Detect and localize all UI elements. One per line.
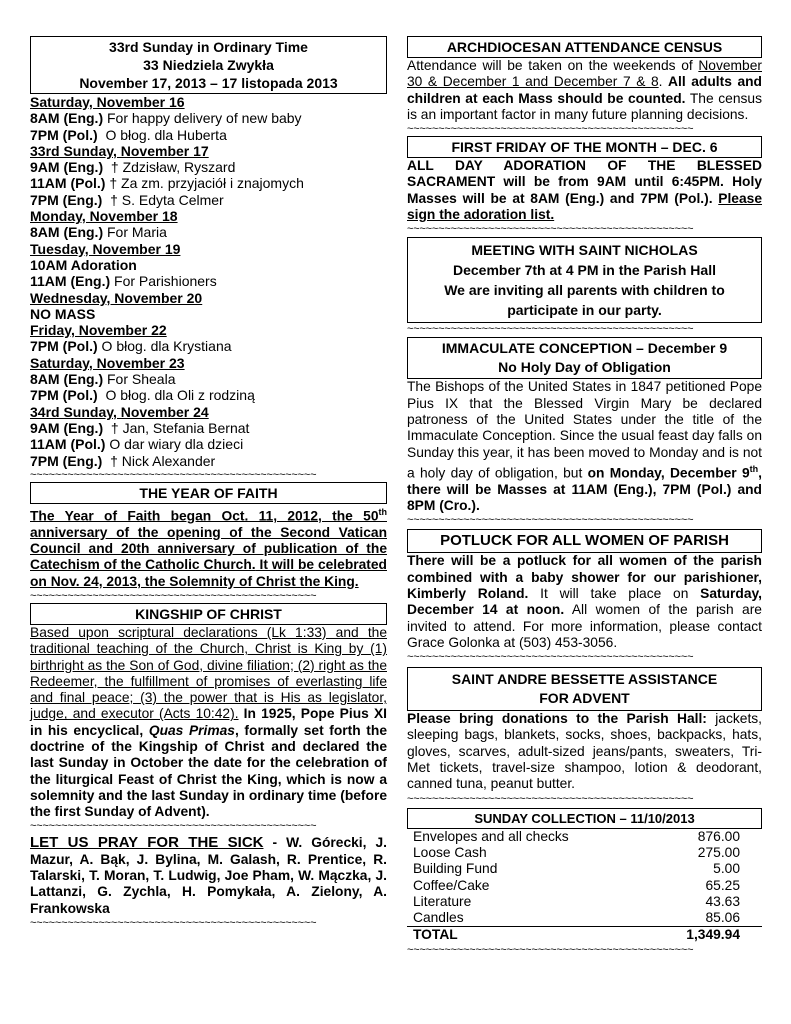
collection-amount: 43.63 [705, 893, 740, 909]
schedule-day: 34rd Sunday, November 24 [30, 403, 209, 420]
collection-amount: 275.00 [697, 844, 740, 860]
mass-entry [30, 420, 387, 436]
potluck-text: There will be a potluck for all women of the parish combined with a baby shower for our parishioner, Kimberly Roland. It will take place on Saturday, December 14 at noon. All women of the parish are invited to attend. For more information, please contact Grace Golonka at (503) 453-3056. [407, 553, 763, 650]
mass-time: 11AM (Pol.) [30, 175, 106, 192]
mass-time: 8AM (Eng.) [30, 371, 104, 388]
collection-amount: 65.25 [705, 877, 740, 893]
collection-label: Envelopes and all checks [413, 828, 569, 844]
mass-time: 7PM (Pol.) [30, 338, 98, 355]
collection-row [407, 894, 762, 910]
mass-schedule [30, 94, 387, 469]
mass-time: 11AM (Eng.) [30, 273, 111, 290]
schedule-day: Friday, November 22 [30, 322, 167, 339]
prayer-for-sick: LET US PRAY FOR THE SICK - W. Górecki, J. Mazur, A. Bąk, J. Bylina, M. Galash, R. Prentice, R. Talarski, T. Moran, T. Ludwig, Joe Pham, W. Mączka, J. Lattanzi, G. Zychla, H. Pomykała, A. Zielony, A. Frankowska [30, 834, 387, 916]
mass-intention: For Sheala [103, 371, 176, 388]
collection-title: SUNDAY COLLECTION – 11/10/2013 [407, 808, 762, 829]
kingship-text: Based upon scriptural declarations (Lk 1:33) and the traditional teaching of the Church, Christ is King by (1) birthright as the Son of God, divine filiation; (2) right as the Redeemer, the fulfillment of promises of everlasting life and final peace; (3) the power that is His as legislator, judge, and executor (Acts 10:42). In 1925, Pope Pius XI in his encyclical, Quas Primas, formally set forth the doctrine of the Kingship of Christ and declared the last Sunday in October the date for the celebration of the liturgical Feast of Christ the King, which is now a solemnity and the last Sunday in ordinary time (before the first Sunday of Advent). [30, 624, 387, 820]
saint-nicholas-title: MEETING WITH SAINT NICHOLAS [471, 242, 698, 259]
collection-row [407, 845, 762, 861]
mass-intention: O błog. dla Oli z rodziną [97, 387, 255, 404]
schedule-day: 33rd Sunday, November 17 [30, 142, 209, 159]
mass-time: 8AM (Eng.) [30, 110, 104, 127]
bessette-box [407, 667, 762, 711]
mass-intention: † Nick Alexander [102, 452, 216, 469]
collection-label: Literature [413, 893, 472, 909]
schedule-day: Monday, November 18 [30, 208, 178, 225]
kingship-title: KINGSHIP OF CHRIST [30, 603, 387, 625]
mass-time: 7PM (Pol.) [30, 126, 98, 143]
mass-time: 10AM Adoration [30, 256, 137, 273]
mass-intention: For Maria [103, 224, 167, 241]
left-column [30, 36, 387, 929]
saint-nicholas-box [407, 237, 762, 323]
divider: ~~~~~~~~~~~~~~~~~~~~~~~~~~~~~~~~~~~~~~~~~~~~~~ [30, 820, 317, 833]
divider: ~~~~~~~~~~~~~~~~~~~~~~~~~~~~~~~~~~~~~~~~~~~~~~ [407, 123, 694, 136]
header-title: 33rd Sunday in Ordinary Time [109, 39, 308, 55]
bessette-title: SAINT ANDRE BESSETTE ASSISTANCE [451, 671, 718, 688]
mass-intention: † S. Edyta Celmer [102, 191, 224, 208]
divider: ~~~~~~~~~~~~~~~~~~~~~~~~~~~~~~~~~~~~~~~~~~~~~~ [30, 916, 317, 929]
first-friday-text: ALL DAY ADORATION OF THE BLESSED SACRAMENT will be from 9AM until 6:45PM. Holy Masses will be at 8AM (Eng.) and 7PM (Pol.). Please sign the adoration list. [407, 158, 762, 223]
mass-intention: † Jan, Stefania Bernat [103, 419, 250, 436]
mass-entry [30, 453, 387, 469]
mass-entry [30, 224, 387, 240]
mass-time: 7PM (Pol.) [30, 387, 98, 404]
mass-entry [30, 306, 387, 322]
collection-label: Coffee/Cake [413, 877, 490, 893]
collection-amount: 5.00 [713, 861, 740, 877]
header-date: November 17, 2013 – 17 listopada 2013 [79, 75, 338, 91]
bulletin-header [30, 36, 387, 94]
saint-nicholas-invite: We are inviting all parents with children to participate in our party. [444, 282, 725, 319]
immaculate-subtitle: No Holy Day of Obligation [498, 359, 671, 376]
collection-label: Loose Cash [413, 844, 487, 860]
mass-intention: † Zdzisław, Ryszard [103, 159, 236, 176]
collection-total-label: TOTAL [413, 927, 458, 943]
mass-entry [30, 257, 387, 273]
divider: ~~~~~~~~~~~~~~~~~~~~~~~~~~~~~~~~~~~~~~~~~~~~~~ [407, 792, 694, 805]
mass-entry [30, 436, 387, 452]
mass-entry [30, 192, 387, 208]
mass-intention: O dar wiary dla dzieci [105, 436, 244, 453]
schedule-day: Tuesday, November 19 [30, 240, 181, 257]
right-column [407, 36, 762, 956]
collection-amount: 876.00 [697, 828, 740, 844]
collection-total-row [407, 927, 762, 944]
collection-label: Building Fund [413, 861, 498, 877]
collection-amount: 85.06 [653, 910, 762, 927]
immaculate-title: IMMACULATE CONCEPTION – December 9 [441, 340, 728, 357]
mass-entry [30, 127, 387, 143]
schedule-day: Wednesday, November 20 [30, 289, 203, 306]
mass-intention: O błog. dla Krystiana [97, 338, 232, 355]
collection-table [407, 829, 762, 944]
mass-time: 7PM (Eng.) [30, 452, 103, 469]
saint-nicholas-date: December 7th at 4 PM in the Parish Hall [453, 262, 716, 279]
mass-entry [30, 159, 387, 175]
year-of-faith-title: THE YEAR OF FAITH [30, 482, 387, 504]
bessette-text: Please bring donations to the Parish Hall: jackets, sleeping bags, blankets, socks, shoes, backpacks, hats, gloves, scarves, adult-sized jeans/pants, sweaters, Tri-Met tickets, travel-size shampoo, lotion & deodorant, canned tuna, peanut butter. [407, 711, 763, 792]
schedule-day: Saturday, November 23 [30, 354, 185, 371]
mass-entry [30, 110, 387, 126]
collection-row [407, 878, 762, 894]
year-of-faith-text: The Year of Faith began Oct. 11, 2012, the 50th anniversary of the opening of the Second Vatican Council and 20th anniversary of publication of the Catechism of the Catholic Church. It will be celebrated on Nov. 24, 2013, the Solemnity of Christ the King. [30, 506, 387, 589]
first-friday-title: FIRST FRIDAY OF THE MONTH – DEC. 6 [407, 136, 762, 158]
mass-entry [30, 273, 387, 289]
schedule-day: Saturday, November 16 [30, 94, 185, 110]
collection-row [407, 861, 762, 877]
divider: ~~~~~~~~~~~~~~~~~~~~~~~~~~~~~~~~~~~~~~~~~~~~~~ [407, 223, 694, 236]
collection-row [407, 910, 762, 927]
census-text: Attendance will be taken on the weekends of November 30 & December 1 and December 7 & 8. All adults and children at each Mass should be counted. The census is an important factor in many future planning decisions. [407, 58, 763, 122]
mass-time: 8AM (Eng.) [30, 224, 104, 241]
mass-intention: O błog. dla Huberta [97, 126, 227, 143]
collection-total-amount: 1,349.94 [686, 927, 740, 943]
mass-time: 7PM (Eng.) [30, 191, 103, 208]
immaculate-box [407, 337, 762, 379]
mass-intention: For happy delivery of new baby [103, 110, 302, 127]
census-title: ARCHDIOCESAN ATTENDANCE CENSUS [407, 36, 762, 58]
bessette-subtitle: FOR ADVENT [539, 690, 630, 707]
mass-time: 9AM (Eng.) [30, 419, 104, 436]
mass-entry [30, 338, 387, 354]
header-title-polish: 33 Niedziela Zwykła [143, 57, 274, 73]
mass-entry [30, 371, 387, 387]
mass-entry [30, 175, 387, 191]
divider: ~~~~~~~~~~~~~~~~~~~~~~~~~~~~~~~~~~~~~~~~~~~~~~ [407, 943, 694, 956]
mass-time: NO MASS [30, 305, 96, 322]
divider: ~~~~~~~~~~~~~~~~~~~~~~~~~~~~~~~~~~~~~~~~~~~~~~ [407, 651, 694, 664]
divider: ~~~~~~~~~~~~~~~~~~~~~~~~~~~~~~~~~~~~~~~~~~~~~~ [407, 323, 694, 336]
potluck-title: POTLUCK FOR ALL WOMEN OF PARISH [407, 529, 762, 553]
immaculate-text: The Bishops of the United States in 1847 petitioned Pope Pius IX that the Blessed Virgin Mary be declared patroness of the United States under the title of the Immaculate Conception. Since the usual feast day falls on Sunday this year, it has been moved to Monday and is not a holy day of obligation, but on Monday, December 9th, there will be Masses at 11AM (Eng.), 7PM (Pol.) and 8PM (Cro.). [407, 379, 762, 514]
divider: ~~~~~~~~~~~~~~~~~~~~~~~~~~~~~~~~~~~~~~~~~~~~~~ [30, 589, 317, 602]
divider: ~~~~~~~~~~~~~~~~~~~~~~~~~~~~~~~~~~~~~~~~~~~~~~ [407, 514, 694, 527]
collection-label: Candles [407, 910, 653, 927]
mass-intention: For Parishioners [110, 273, 217, 290]
mass-time: 11AM (Pol.) [30, 436, 106, 453]
mass-time: 9AM (Eng.) [30, 159, 104, 176]
collection-row [407, 829, 762, 845]
mass-intention: † Za zm. przyjaciół i znajomych [105, 175, 304, 192]
mass-entry [30, 387, 387, 403]
divider: ~~~~~~~~~~~~~~~~~~~~~~~~~~~~~~~~~~~~~~~~~~~~~~ [30, 468, 317, 481]
